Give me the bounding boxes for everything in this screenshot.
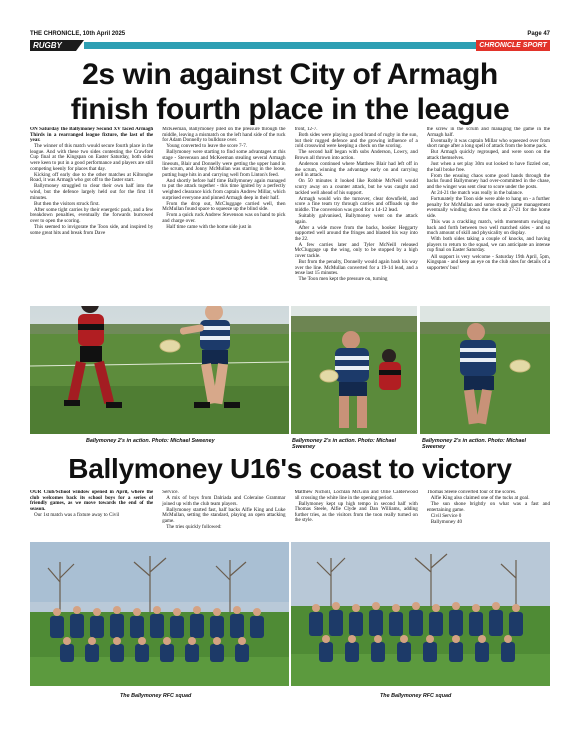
paragraph: Fortunately the Toon side were able to hang on - a further penalty for McMullan and some steady game management eventually winding down the clock at 27-21 for the home side. <box>426 196 550 219</box>
article1-column-3 <box>295 127 418 305</box>
photo-caption-2: Ballymoney 2's in action. Photo: Michael Sweeney <box>292 438 397 450</box>
page-number: Page 47 <box>527 31 550 37</box>
match-photo-1 <box>30 306 289 434</box>
paragraph: Kicking off early due to the other matches at Kiltonghe Road, it was Armagh who got off to the faster start. <box>30 171 154 184</box>
paragraph: Alfie King also claimed one of the tucks at goal. <box>430 495 530 502</box>
photo-caption-5: The Ballymoney RFC squad <box>380 693 452 699</box>
paragraph: Young converted to leave the score 7-7. <box>166 143 248 150</box>
paragraph: After some tight carries by their energetic pack, and a few breakdown penalties, eventually the forwards burrowed over to open the scoring. <box>30 206 154 224</box>
paragraph: The Toon men kept the pressure on, turning <box>298 276 388 283</box>
paragraph: From a quick ruck Andrew Stevenson was on hand to pick and charge over. <box>162 212 286 224</box>
paragraph: With both sides taking a couple of knocks, and having players to return to the squad, we can anticipate an intense cup final on Easter Saturday. <box>426 236 550 254</box>
paragraph: All support is very welcome - Saturday 19th April, 5pm, Kingspan - and keep an eye on the club sites for details of a supporters' bus! <box>426 253 550 271</box>
article2-body <box>30 490 550 540</box>
paragraph: Eventually it was captain Millar who squeezed over from short range after a long spell of attack from the home pack. <box>426 137 550 150</box>
photo-caption-3: Ballymoney 2's in action. Photo: Michael Sweeney <box>422 438 527 450</box>
paragraph: Armagh would win the turnover, clear downfield, and score a fine team try through carries and offloads up the middle. The conversion was good for a 14-12 lead. <box>294 195 418 213</box>
paragraph: Matthew Nicholl, Lochlan McGinn and Ollie Calderwood all crossing the white line in the opening period. <box>294 490 418 501</box>
paragraph: After a wide move from the backs, hooker Heggarty supported well around the fringes and blasted his way into the 22. <box>294 224 418 242</box>
paragraph: McKeeman, Ballymoney piled on the pressure through the middle, leaving a mismatch on the left hand side of the ruck for Adam Donnelly to bulldoze over. <box>162 127 286 144</box>
rugby-action-image <box>30 306 289 434</box>
rugby-action-image <box>420 306 550 434</box>
section-label: RUGBY <box>30 40 76 51</box>
photo-caption-1: Ballymoney 2's in action. Photo: Michael Sweeney <box>86 438 215 444</box>
headline-line-1: 2s win against City of Armagh <box>82 58 498 91</box>
paragraph: Our 1st match was a fixture away to Civil <box>34 511 120 518</box>
section-chevron <box>76 40 84 51</box>
squad-photo-2 <box>291 542 550 686</box>
paragraph: Ballymoney were starting to find some advantages at this stage - Stevenson and McKeeman stealing several Armagh lineouts, Blair and Donnelly were getting the upper hand in the scrum, and Jonny McMullan was starring in the loose, putting huge hits in and carrying well from Linton's feed. <box>162 149 286 178</box>
team-photo-image <box>30 542 289 686</box>
paragraph: This was a crackling match, with momentum swinging back and forth between two well matched sides - and so much amount of skill and physicality on display. <box>426 219 550 237</box>
paragraph: And shortly before half time Ballymoney again managed to put the attack together - this time ignited by a perfectly weighted clearance kick from captain Andrew Millar, which surprised everyone and pinned Armagh deep in their half. <box>162 177 286 201</box>
article1-body <box>30 127 550 305</box>
paragraph: Both sides were playing a good brand of rugby in the sun, but their rugged defence and the growing influence of a cold crosswind were keeping a check on the scoring. <box>294 132 418 150</box>
paragraph: From the ensuing chaos some good hands through the backs found Ballymoney had over-committed in the chase, and the winger was sent clear to score under the posts. <box>426 172 550 190</box>
paragraph: This seemed to invigorate the Toon side, and inspired by some great hits and break from Dave <box>30 224 154 236</box>
paragraph: The tries quickly followed: <box>166 524 222 531</box>
paragraph: But from the penalty, Donnelly would again bash his way over the line. McMullan converted for a 19-14 lead, and a tense last 15 minutes. <box>294 259 418 277</box>
brand-label: CHRONICLE SPORT <box>476 40 550 51</box>
paragraph: The winner of this match would secure fourth place in the league. And with these two sides contesting the Crawford Cup final at the Kingspan on Easter Saturday, both sides were keen to put in a good performance and players are still competing keenly for places that day. <box>30 143 154 172</box>
article2-column-4 <box>427 490 550 540</box>
article1-column-2 <box>162 127 285 305</box>
paragraph: Service. <box>162 490 179 495</box>
section-band <box>30 40 550 51</box>
paragraph: front, 12-7. <box>294 127 318 132</box>
paragraph: Ballymoney 40 <box>430 518 463 525</box>
match-photo-3 <box>420 306 550 434</box>
paragraph: The second half began with subs Anderson, Lowry, and Brown all thrown into action. <box>294 149 418 161</box>
paragraph: Just when a set play 30m out looked to have fizzled out, the ball broke free. <box>426 161 550 173</box>
article2-column-1 <box>30 490 153 540</box>
paragraph: the screw in the scrum and managing the game in the Armagh half. <box>426 127 550 138</box>
article1-lead: ON Saturday the Ballymoney Second XV faced Armagh Thirds in a rearranged league fixture, the last of the year. <box>30 127 154 144</box>
team-photo-image <box>291 542 550 686</box>
paragraph: Suitably galvanised, Ballymoney went on the attack again. <box>294 212 418 225</box>
paragraph: At 24-21 the match was really in the balance. <box>430 190 524 197</box>
paragraph: Half time came with the home side just in <box>166 224 252 231</box>
paragraph: Ballymoney kept up high tempo in second half with Thomas Steele, Alfie Clyde and Dan Williams, adding further tries, as the visitors from the toon really turned on the style. <box>294 500 418 524</box>
section-band-line <box>84 42 478 49</box>
article1-column-4 <box>427 127 550 305</box>
article2-column-2 <box>162 490 285 540</box>
article2-lead: OUR Club/School window opened in April, where the club welcomes back its school boys for a series of friendly games, as we move towards the end of the season. <box>30 490 154 512</box>
paragraph: Anderson continued where Matthew Blair had left off in the scrum, winning the advantage early on and carrying well in attack. <box>294 161 418 179</box>
paragraph: Thomas Steele converted four of the scores. <box>426 490 517 495</box>
paragraph: A few carries later and Tyler McNeill released McCluggage up the wing, only to be stopped by a high cover tackle. <box>294 241 418 260</box>
paragraph: From the drop out, McCluggage carried well, then McMullan found space to squeeze up the blind side. <box>162 200 286 213</box>
article2-column-3 <box>295 490 418 540</box>
paper-date: THE CHRONICLE, 10th April 2025 <box>30 31 126 37</box>
headline-line-2: finish fourth place in the league <box>70 93 510 126</box>
paragraph: Ballymoney struggled to clear their own half into the wind, but the defence largely held out for the first 10 minutes. <box>30 183 154 201</box>
paragraph: A mix of boys from Dalriada and Coleraine Grammar joined up with the club team players. <box>162 495 286 507</box>
match-photo-2 <box>291 306 417 434</box>
paragraph: Ballymoney started fast, half backs Alfie King and Luke McMullan, setting the standard, playing an open attacking game. <box>162 506 286 524</box>
article1-column-1 <box>30 127 153 305</box>
article2-headline: Ballymoney U16's coast to victory <box>68 453 512 484</box>
paragraph: But then the visitors struck first. <box>34 200 100 207</box>
squad-photo-1 <box>30 542 289 686</box>
paragraph: The sun shone brightly on what was a fast and entertaining game. <box>426 501 550 513</box>
photo-caption-4: The Ballymoney RFC squad <box>120 693 192 699</box>
page-header <box>30 29 550 39</box>
paragraph: But Armagh quickly regrouped, and were soon on the attack themselves. <box>426 149 550 161</box>
paragraph: On 50 minutes it looked like Robbie McNeill would scurry away on a counter attack, but he was caught and tackled well ahead of his support. <box>294 178 418 196</box>
article1-headline <box>30 57 550 127</box>
rugby-action-image <box>291 306 417 434</box>
paragraph: Civil Service 0 <box>430 512 462 519</box>
